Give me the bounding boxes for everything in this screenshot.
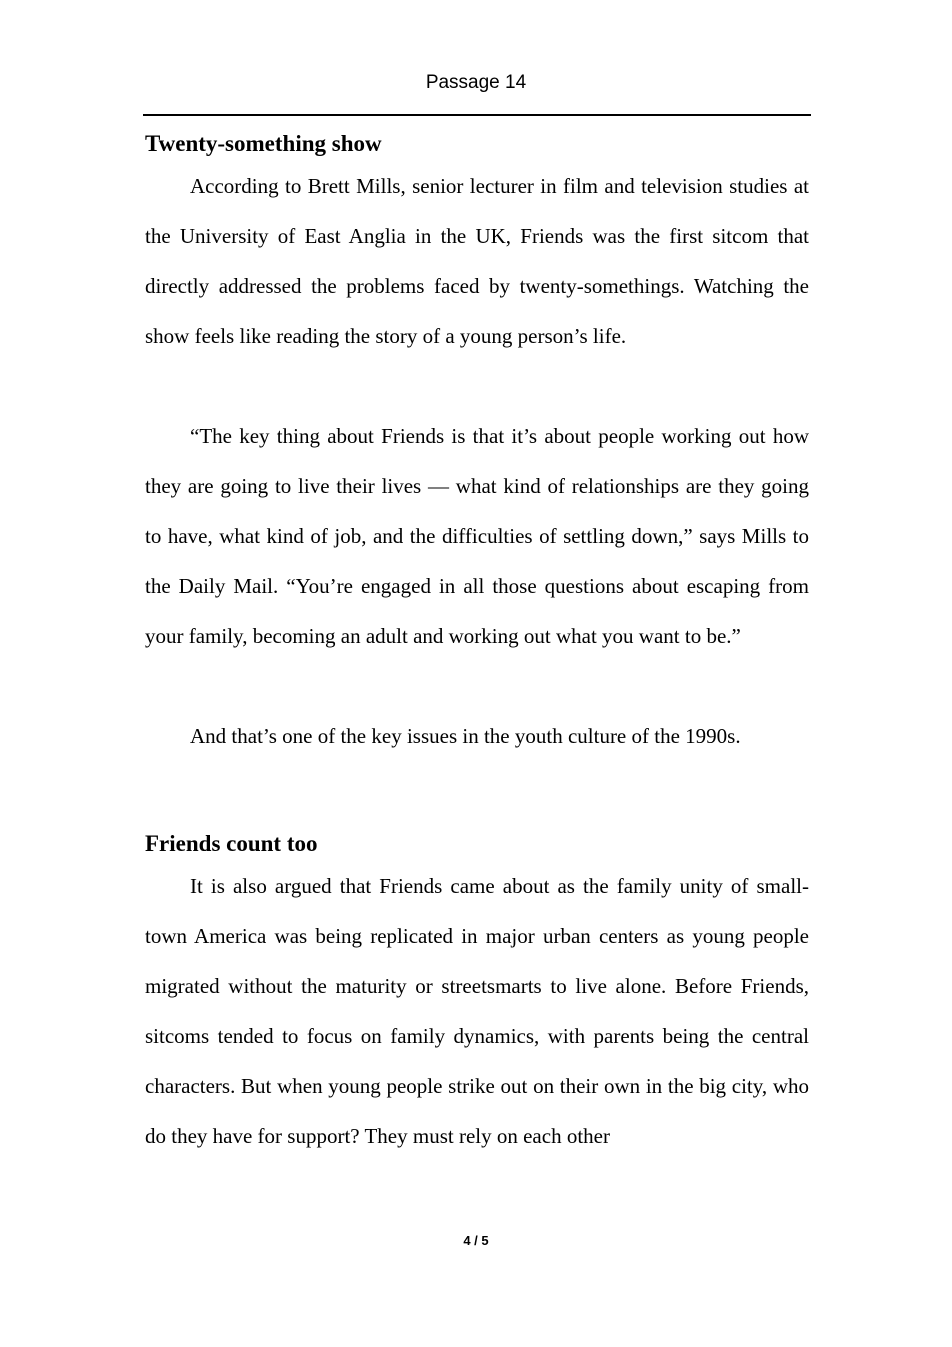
paragraph-spacer	[145, 661, 809, 711]
section-heading-twenty-something-show: Twenty-something show	[145, 131, 382, 156]
paragraph-spacer	[145, 361, 809, 411]
paragraph-spacer	[145, 761, 809, 811]
paragraph: It is also argued that Friends came about as the family unity of small-town America was being replicated in major urban centers as young people migrated without the maturity or streetsmarts to live alone. Before Friends, sitcoms tended to focus on family dynamics, with parents being the central characters. But when young people strike out on their own in the big city, who do they have for support? They must rely on each other	[145, 874, 809, 1148]
paragraph: And that’s one of the key issues in the youth culture of the 1990s.	[190, 724, 741, 748]
page-number: 4 / 5	[463, 1233, 489, 1248]
header-divider	[143, 114, 811, 116]
paragraph: “The key thing about Friends is that it’s about people working out how they are going to live their lives — what kind of relationships are they going to have, what kind of job, and the difficulties of settling down,” says Mills to the Daily Mail. “You’re engaged in all those questions about escaping from your family, becoming an adult and working out what you want to be.”	[145, 424, 809, 648]
page-header-title: Passage 14	[425, 72, 527, 93]
section-heading-friends-count-too: Friends count too	[145, 831, 318, 856]
passage-body	[145, 126, 809, 1161]
paragraph: According to Brett Mills, senior lecturer in film and television studies at the University of East Anglia in the UK, Friends was the first sitcom that directly addressed the problems faced by twenty-somethings. Watching the show feels like reading the story of a young person’s life.	[145, 174, 809, 348]
